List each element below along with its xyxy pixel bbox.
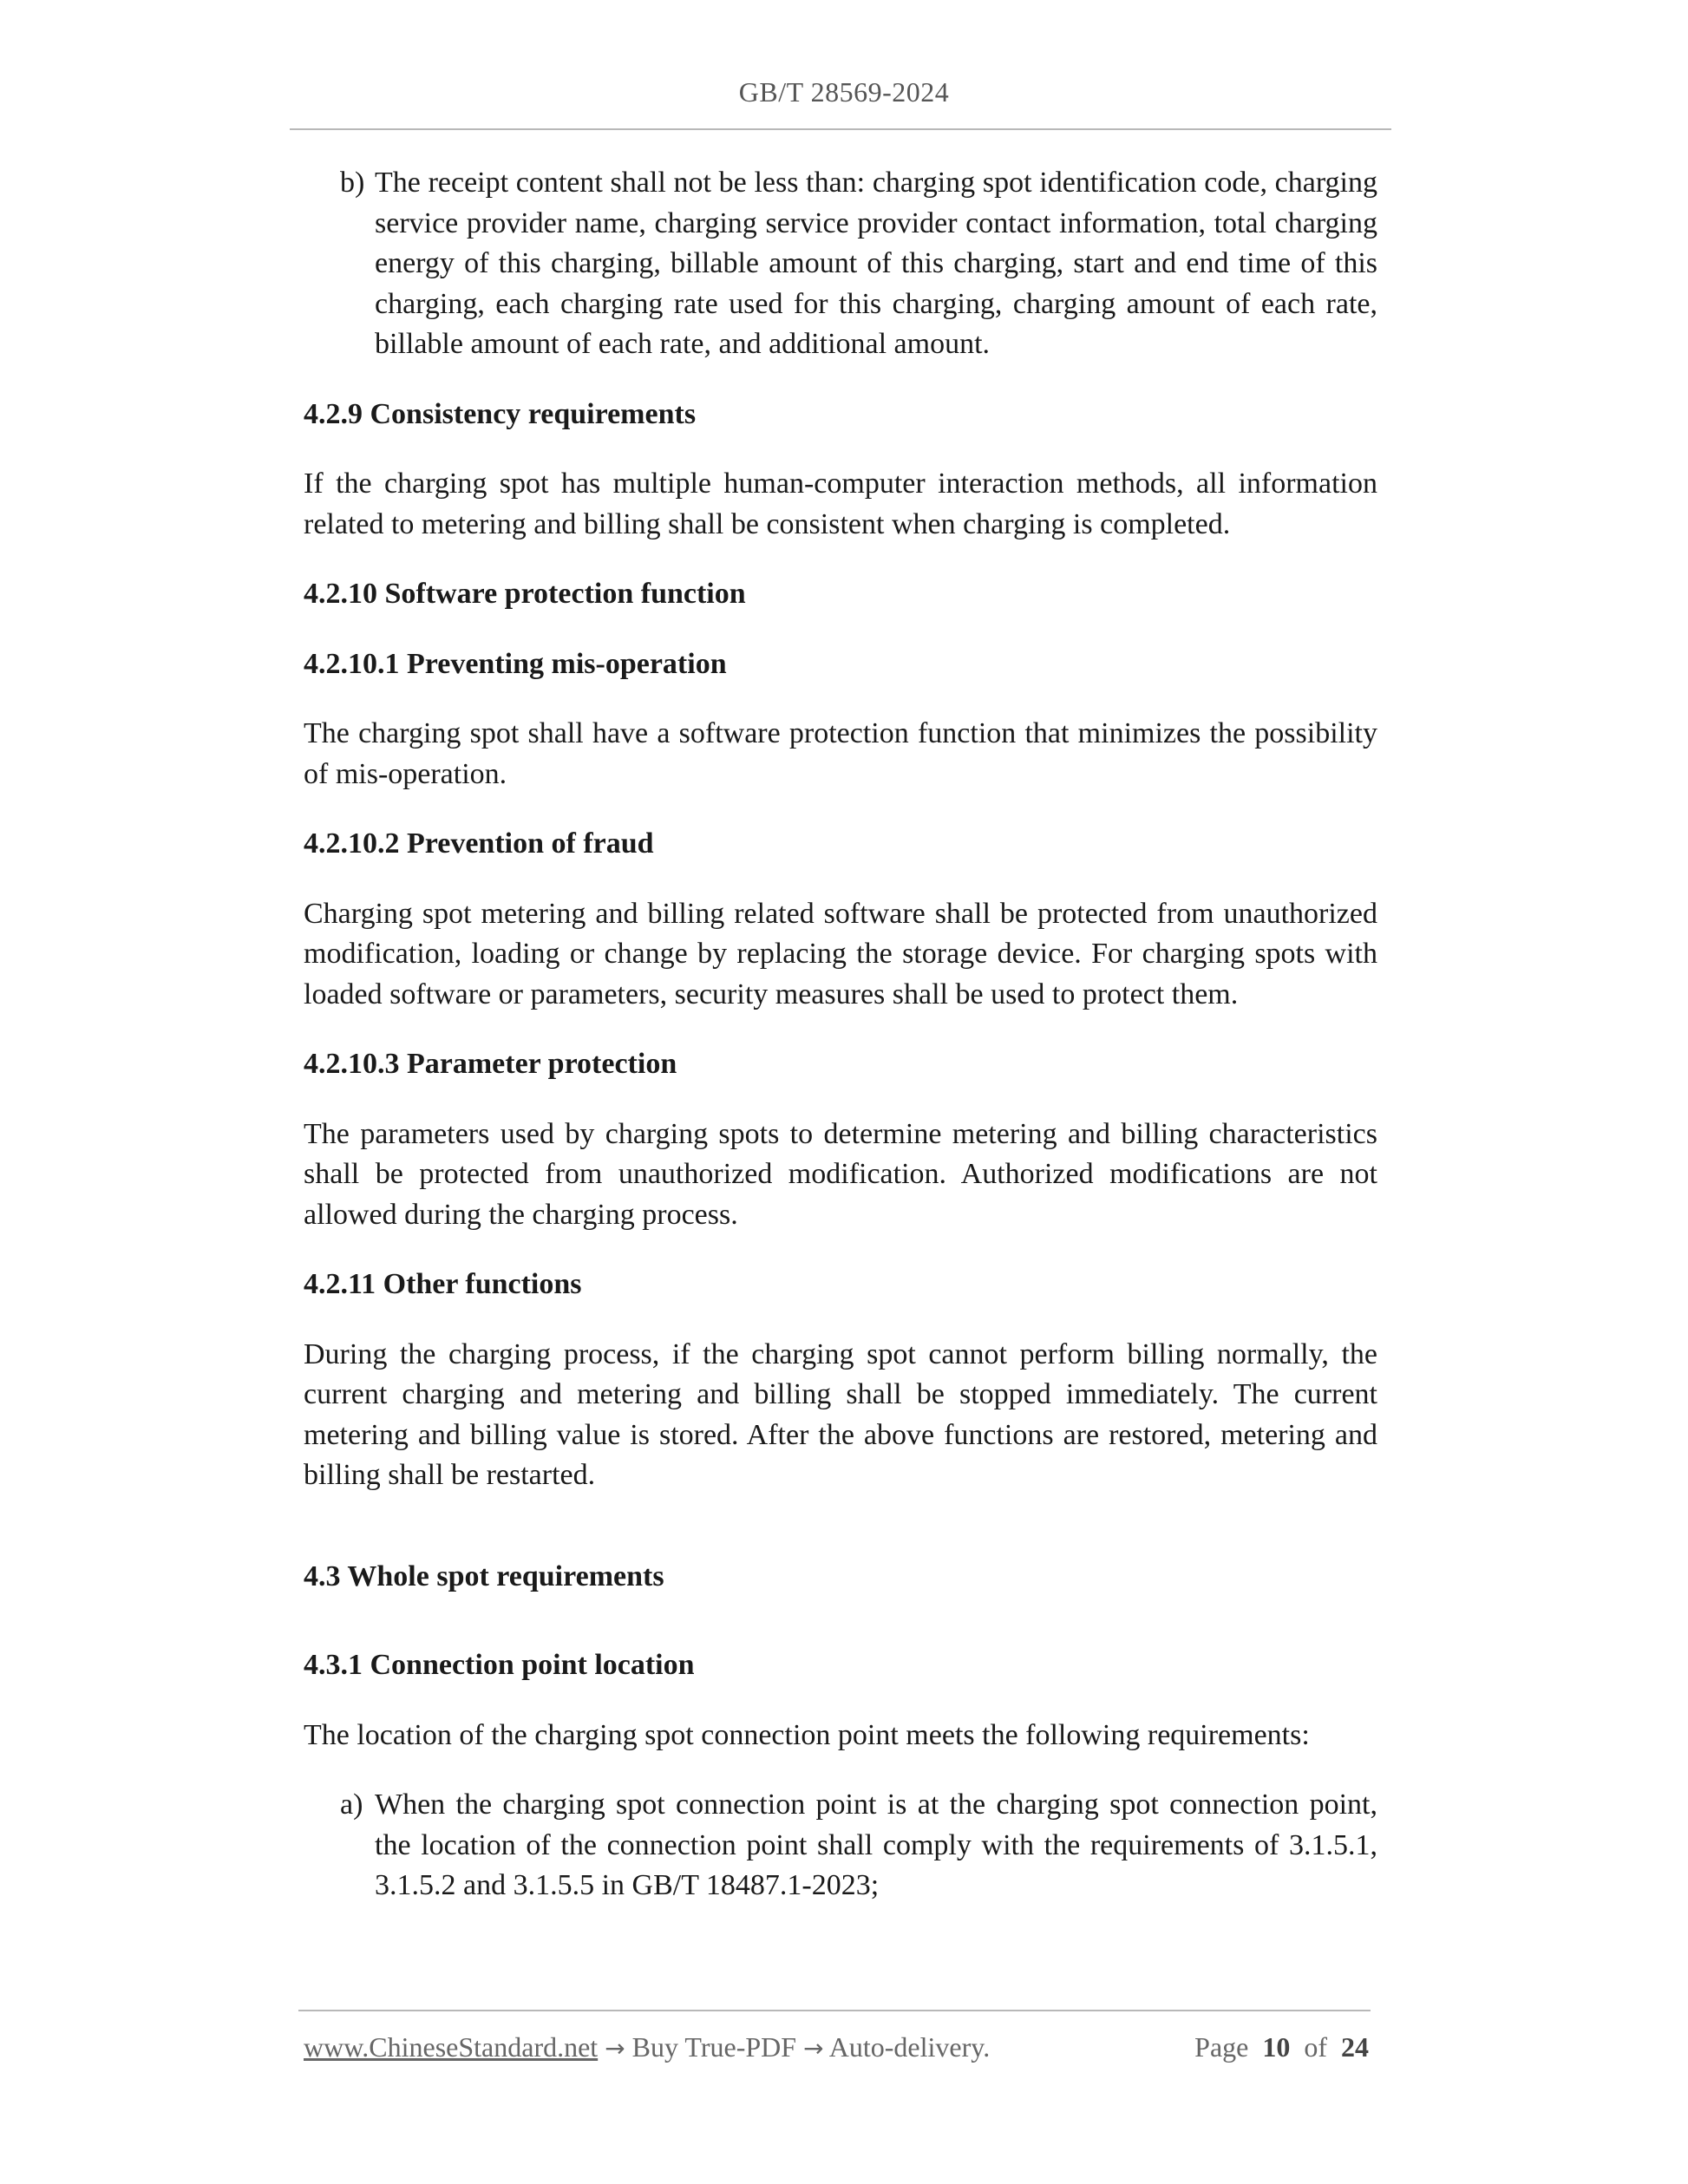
list-item-b (340, 163, 1377, 365)
document-number: GB/T 28569-2024 (738, 76, 950, 108)
page-current: 10 (1262, 2031, 1291, 2063)
right-arrow-icon: → (605, 2034, 625, 2063)
list-marker: b) (340, 167, 365, 199)
section-text-4-3-1: The location of the charging spot connection point meets the following requirements: (304, 1718, 1310, 1751)
section-heading-4-3: 4.3 Whole spot requirements (304, 1560, 664, 1592)
header-divider (290, 128, 1391, 130)
right-arrow-icon: → (803, 2034, 824, 2063)
section-heading-4-3-1: 4.3.1 Connection point location (304, 1649, 695, 1681)
section-heading-4-2-9: 4.2.9 Consistency requirements (304, 397, 697, 430)
list-item-text: The receipt content shall not be less than: charging spot identification code, charging service provider name, charging service provider contact information, total charging energy of this charging, billable amount of this charging, start and end time of this charging, each charging rate used for this charging, charging amount of each rate, billable amount of each rate, and additional amount. (375, 167, 1377, 360)
section-heading-4-2-10-2: 4.2.10.2 Prevention of fraud (304, 827, 654, 860)
section-text-4-2-10-1: The charging spot shall have a software protection function that minimizes the possibility of mis-operation. (304, 717, 1377, 790)
buy-text: Buy True-PDF (631, 2031, 797, 2063)
delivery-text: Auto-delivery. (828, 2031, 991, 2063)
footer-divider (298, 2010, 1371, 2011)
page-label: Page (1194, 2031, 1249, 2063)
site-link[interactable]: www.ChineseStandard.net (304, 2031, 599, 2063)
list-marker: a) (340, 1788, 363, 1821)
list-item-text: When the charging spot connection point is at the charging spot connection point, the location of the connection point shall comply with the requirements of 3.1.5.1, 3.1.5.2 and 3.1.5.5 in GB/T 18487.1-2023; (375, 1788, 1377, 1901)
page-header (0, 76, 1688, 108)
section-text-4-2-10-2: Charging spot metering and billing related software shall be protected from unauthorized modification, loading or change by replacing the storage device. For charging spots with loaded software or parameters, security measures shall be used to protect them. (304, 897, 1377, 1010)
section-heading-4-2-10: 4.2.10 Software protection function (304, 578, 746, 610)
page-footer (304, 2031, 1369, 2070)
section-heading-4-2-11: 4.2.11 Other functions (304, 1268, 582, 1300)
page-indicator (1194, 2031, 1369, 2063)
page-of: of (1304, 2031, 1327, 2063)
section-heading-4-2-10-1: 4.2.10.1 Preventing mis-operation (304, 647, 727, 680)
section-heading-4-2-10-3: 4.2.10.3 Parameter protection (304, 1048, 677, 1080)
section-text-4-2-9: If the charging spot has multiple human-computer interaction methods, all information related to metering and billing shall be consistent when charging is completed. (304, 468, 1377, 540)
footer-promo (304, 2031, 990, 2063)
page-body (304, 163, 1377, 1936)
list-item-a (340, 1785, 1377, 1906)
page-total: 24 (1341, 2031, 1369, 2063)
section-text-4-2-10-3: The parameters used by charging spots to determine metering and billing characteristics shall be protected from unauthorized modification. Authorized modifications are not allowed during the charging process. (304, 1117, 1377, 1231)
section-text-4-2-11: During the charging process, if the charging spot cannot perform billing normally, the current charging and metering and billing shall be stopped immediately. The current metering and billing value is stored. After the above functions are restored, metering and billing shall be restarted. (304, 1337, 1377, 1491)
